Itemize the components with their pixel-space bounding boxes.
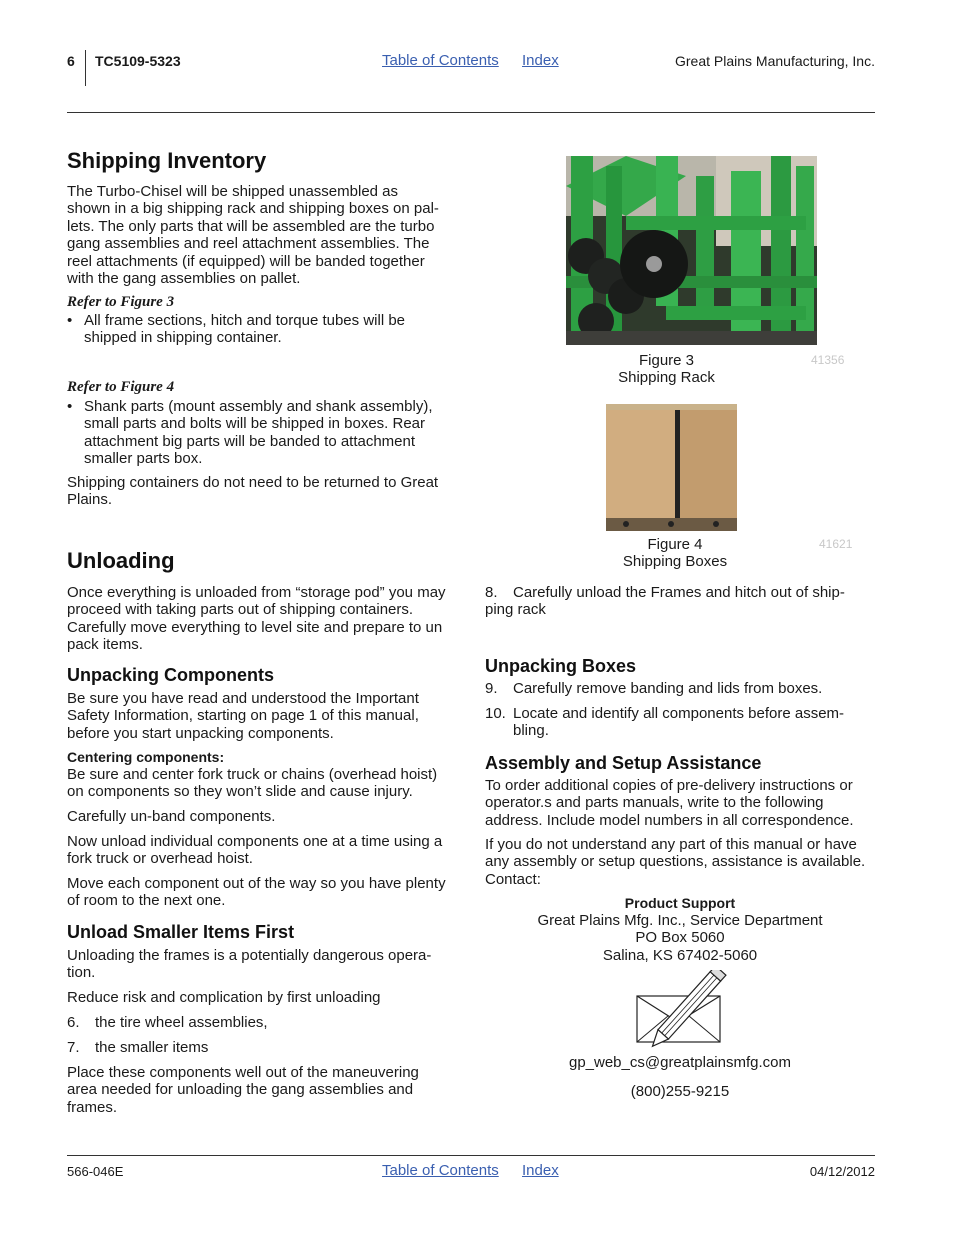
step-9: 9. Carefully remove banding and lids from boxes. <box>485 680 823 697</box>
unpacking-boxes-heading: Unpacking Boxes <box>485 656 637 676</box>
unpacking-components-heading: Unpacking Components <box>67 665 275 685</box>
step-8: 8. Carefully unload the Frames and hitch out of ship- ping rack <box>485 584 845 619</box>
header-divider <box>85 50 86 86</box>
unpacking-components-p1: Be sure you have read and understood the Important Safety Information, starting on page 1 of this manual, before you start unpacking components. <box>67 690 419 742</box>
support-phone: (800)255-9215 <box>630 1083 730 1100</box>
toc-link-footer[interactable]: Table of Contents <box>382 1162 499 1179</box>
figure4-id: 41621 <box>819 537 853 551</box>
step-7: 7. the smaller items <box>67 1039 209 1056</box>
unload-smaller-p1: Unloading the frames is a potentially dangerous opera- tion. <box>67 947 432 982</box>
footer-rule <box>67 1155 875 1156</box>
page-number: 6 <box>67 53 75 69</box>
figure4-title: Shipping Boxes <box>622 553 728 571</box>
unload-individual-text: Now unload individual components one at a time using a fork truck or overhead hoist. <box>67 833 443 868</box>
centering-label: Centering components: <box>67 749 225 765</box>
figure3-id: 41356 <box>811 353 845 367</box>
support-address: Great Plains Mfg. Inc., Service Department PO Box 5060 Salina, KS 67402-5060 <box>537 912 823 964</box>
doc-code: TC5109-5323 <box>95 53 181 69</box>
unload-smaller-heading: Unload Smaller Items First <box>67 922 295 942</box>
assistance-p1: To order additional copies of pre-delivery instructions or operator.s and parts manuals, write to the following address. Include model numbers in all correspondence. <box>485 777 854 829</box>
step-10: 10. Locate and identify all components before assem- bling. <box>485 705 845 740</box>
figure3-caption <box>566 352 767 387</box>
shipping-rack-photo <box>566 156 817 345</box>
figure4-caption <box>605 536 745 571</box>
index-link-footer[interactable]: Index <box>522 1162 559 1179</box>
product-support-title: Product Support <box>624 895 736 911</box>
index-link-header[interactable]: Index <box>522 52 559 69</box>
unloading-heading: Unloading <box>67 548 175 573</box>
figure3-label: Figure 3 <box>638 352 695 369</box>
header-rule <box>67 112 875 113</box>
shipping-intro: The Turbo-Chisel will be shipped unassembled as shown in a big shipping rack and shipping boxes on pal- lets. The only parts that will be assembled are the turbo gang assemblies and reel attachment assemblies. The reel attachments (if equipped) will be banded together with the gang assemblies on pallet. <box>67 183 439 288</box>
unload-smaller-p3: Place these components well out of the maneuvering area needed for unloading the gang assemblies and frames. <box>67 1064 419 1116</box>
refer-figure-3: Refer to Figure 3 <box>67 294 175 310</box>
shipping-inventory-heading: Shipping Inventory <box>67 148 267 173</box>
footer-date: 04/12/2012 <box>809 1164 875 1179</box>
shipping-note: Shipping containers do not need to be returned to Great Plains. <box>67 474 439 509</box>
support-email[interactable]: gp_web_cs@greatplainsmfg.com <box>568 1054 791 1071</box>
step-6: 6. the tire wheel assemblies, <box>67 1014 268 1031</box>
bullet-shank-parts: • Shank parts (mount assembly and shank assembly), small parts and bolts will be shipped in boxes. Rear attachment big parts will be banded to attachment smaller parts box. <box>67 398 433 468</box>
shipping-boxes-photo <box>606 404 737 531</box>
assistance-heading: Assembly and Setup Assistance <box>485 753 762 773</box>
figure3-title: Shipping Rack <box>618 369 715 387</box>
assistance-p2: If you do not understand any part of this manual or have any assembly or setup questions, assistance is available. Contact: <box>485 836 866 888</box>
move-component-text: Move each component out of the way so you have plenty of room to the next one. <box>67 875 446 910</box>
unload-smaller-p2: Reduce risk and complication by first unloading <box>67 989 381 1006</box>
figure4-label: Figure 4 <box>647 536 703 553</box>
company-name: Great Plains Manufacturing, Inc. <box>675 53 875 69</box>
unloading-intro: Once everything is unloaded from “storage pod” you may proceed with taking parts out of shipping containers. Carefully move everything to level site and prepare to un pack items. <box>67 584 446 654</box>
toc-link-header[interactable]: Table of Contents <box>382 52 499 69</box>
envelope-pencil-icon <box>632 970 727 1058</box>
unband-text: Carefully un-band components. <box>67 808 276 825</box>
refer-figure-4: Refer to Figure 4 <box>67 379 175 395</box>
part-number: 566-046E <box>67 1164 124 1179</box>
bullet-frame-sections: • All frame sections, hitch and torque tubes will be shipped in shipping container. <box>67 312 405 347</box>
centering-text: Be sure and center fork truck or chains (overhead hoist) on components so they won’t slide and cause injury. <box>67 766 438 801</box>
